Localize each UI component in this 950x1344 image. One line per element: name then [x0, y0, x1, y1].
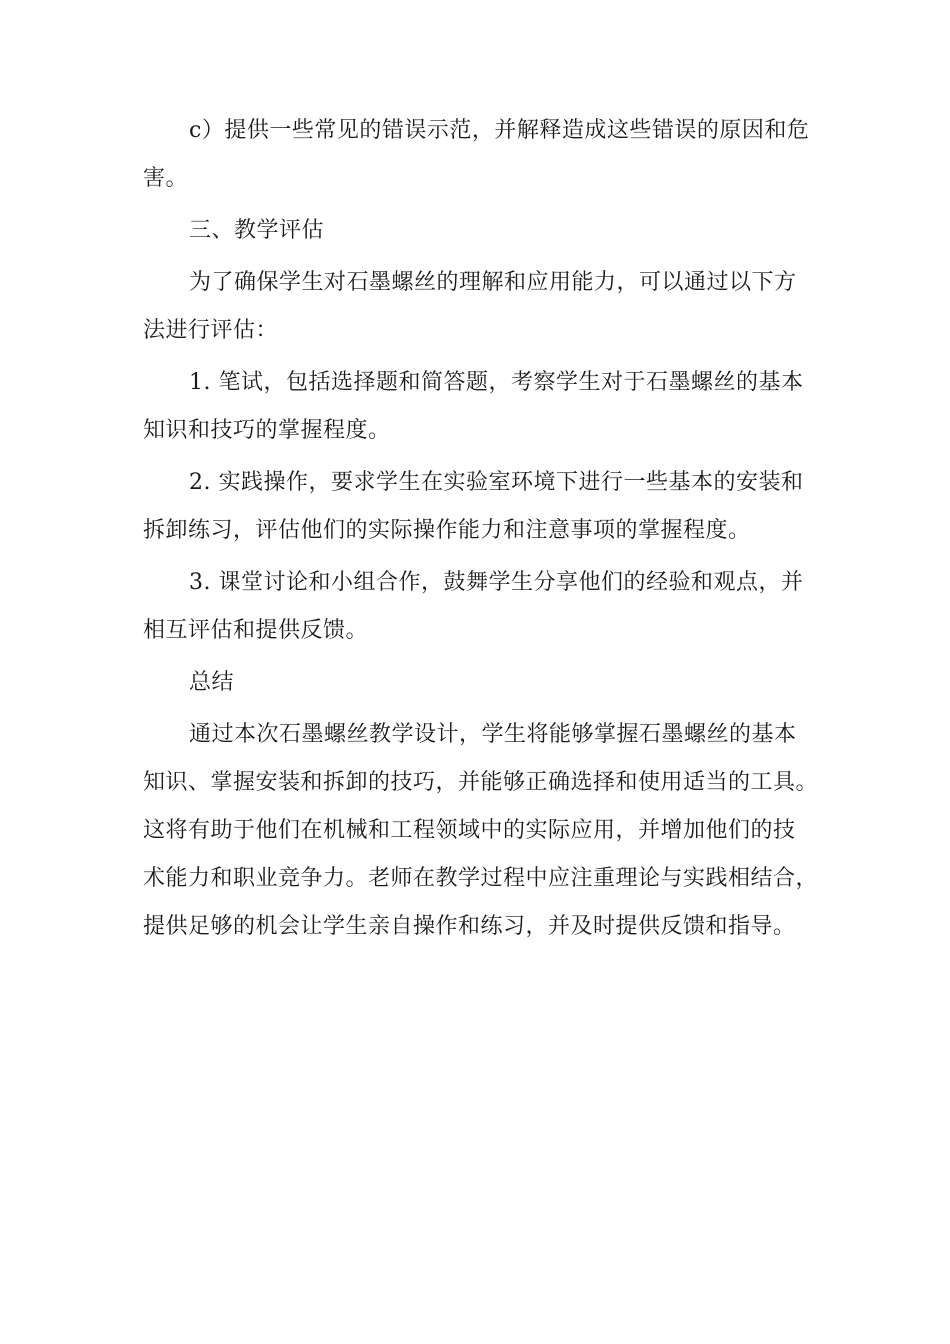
paragraph-line: c）提供一些常见的错误示范，并解释造成这些错误的原因和危 — [189, 118, 810, 143]
evaluation-item-3 — [143, 559, 807, 655]
paragraph-line: 知识、掌握安装和拆卸的技巧，并能够正确选择和使用适当的工具。 — [143, 770, 819, 795]
paragraph-line: 1. 笔试，包括选择题和简答题，考察学生对于石墨螺丝的基本 — [189, 370, 804, 395]
evaluation-item-2 — [143, 459, 807, 555]
summary-heading — [143, 659, 807, 707]
evaluation-item-1 — [143, 359, 807, 455]
paragraph-line: 术能力和职业竞争力。老师在教学过程中应注重理论与实践相结合， — [143, 866, 819, 891]
paragraph-line: 3. 课堂讨论和小组合作，鼓舞学生分享他们的经验和观点，并 — [189, 570, 804, 595]
paragraph-line: 提供足够的机会让学生亲自操作和练习，并及时提供反馈和指导。 — [143, 914, 796, 939]
paragraph-line: 知识和技巧的掌握程度。 — [143, 418, 391, 443]
paragraph-line: 相互评估和提供反馈。 — [143, 618, 369, 643]
paragraph-line: 拆卸练习，评估他们的实际操作能力和注意事项的掌握程度。 — [143, 518, 751, 543]
paragraph-line: 法进行评估： — [143, 318, 279, 343]
paragraph-line: 通过本次石墨螺丝教学设计，学生将能够掌握石墨螺丝的基本 — [189, 722, 797, 747]
section-heading-text: 三、教学评估 — [189, 218, 325, 243]
summary-paragraph — [143, 711, 819, 951]
paragraph-line: 为了确保学生对石墨螺丝的理解和应用能力，可以通过以下方 — [189, 270, 797, 295]
section-intro-paragraph — [143, 259, 807, 355]
item-c-paragraph — [143, 107, 810, 203]
section-heading — [143, 207, 807, 255]
summary-heading-text: 总结 — [189, 670, 235, 695]
document-body — [143, 107, 819, 951]
paragraph-line: 这将有助于他们在机械和工程领域中的实际应用，并增加他们的技 — [143, 818, 796, 843]
paragraph-line: 2. 实践操作，要求学生在实验室环境下进行一些基本的安装和 — [189, 470, 804, 495]
paragraph-line: 害。 — [143, 166, 189, 191]
